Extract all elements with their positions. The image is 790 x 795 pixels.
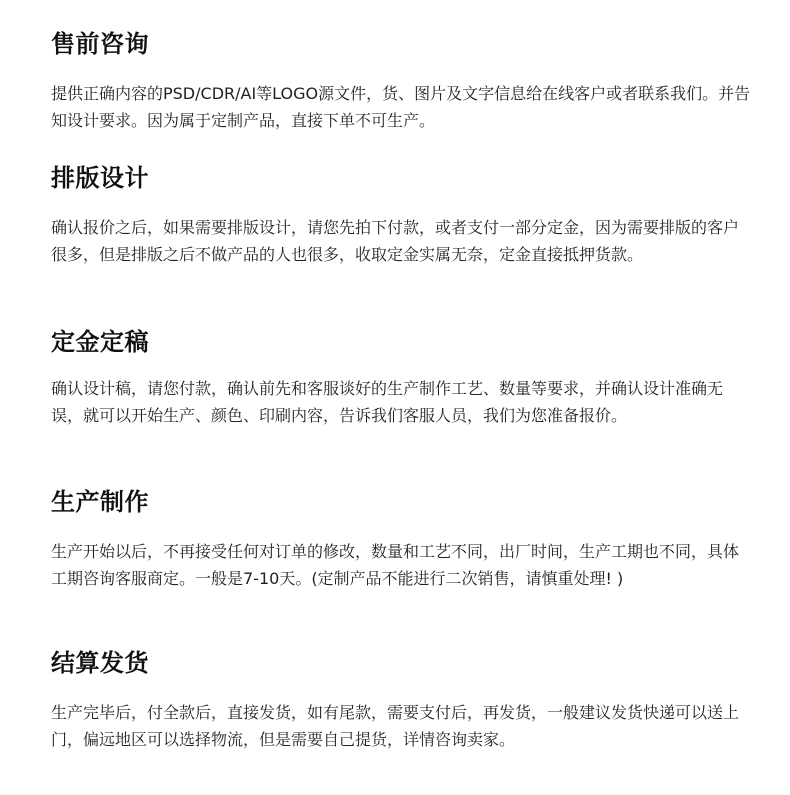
section-heading: 生产制作 bbox=[51, 488, 149, 516]
section-production bbox=[51, 487, 751, 592]
section-layout-design bbox=[51, 163, 751, 268]
section-paragraph: 确认报价之后，如果需要排版设计，请您先拍下付款，或者支付一部分定金，因为需要排版的客户很多，但是排版之后不做产品的人也很多，收取定金实属无奈，定金直接抵押货款。 bbox=[51, 218, 740, 264]
section-heading: 排版设计 bbox=[51, 164, 149, 192]
section-paragraph: 生产开始以后，不再接受任何对订单的修改，数量和工艺不同，出厂时间，生产工期也不同，具体工期咨询客服商定。一般是7-10天。(定制产品不能进行二次销售，请慎重处理! ) bbox=[51, 542, 740, 588]
section-deposit-finalize bbox=[51, 327, 751, 429]
section-heading: 定金定稿 bbox=[51, 328, 149, 356]
section-paragraph: 生产完毕后，付全款后，直接发货，如有尾款，需要支付后，再发货，一般建议发货快递可以送上门，偏远地区可以选择物流，但是需要自己提货，详情咨询卖家。 bbox=[51, 703, 740, 749]
section-paragraph: 确认设计稿，请您付款，确认前先和客服谈好的生产制作工艺、数量等要求，并确认设计准确无误，就可以开始生产、颜色、印刷内容，告诉我们客服人员，我们为您准备报价。 bbox=[51, 379, 724, 425]
section-heading: 结算发货 bbox=[51, 649, 149, 677]
section-paragraph: 提供正确内容的PSD/CDR/AI等LOGO源文件，货、图片及文字信息给在线客户或者联系我们。并告知设计要求。因为属于定制产品，直接下单不可生产。 bbox=[51, 84, 751, 130]
section-settlement-shipping bbox=[51, 648, 751, 753]
section-heading: 售前咨询 bbox=[51, 30, 149, 58]
section-presale-consultation bbox=[51, 29, 751, 134]
